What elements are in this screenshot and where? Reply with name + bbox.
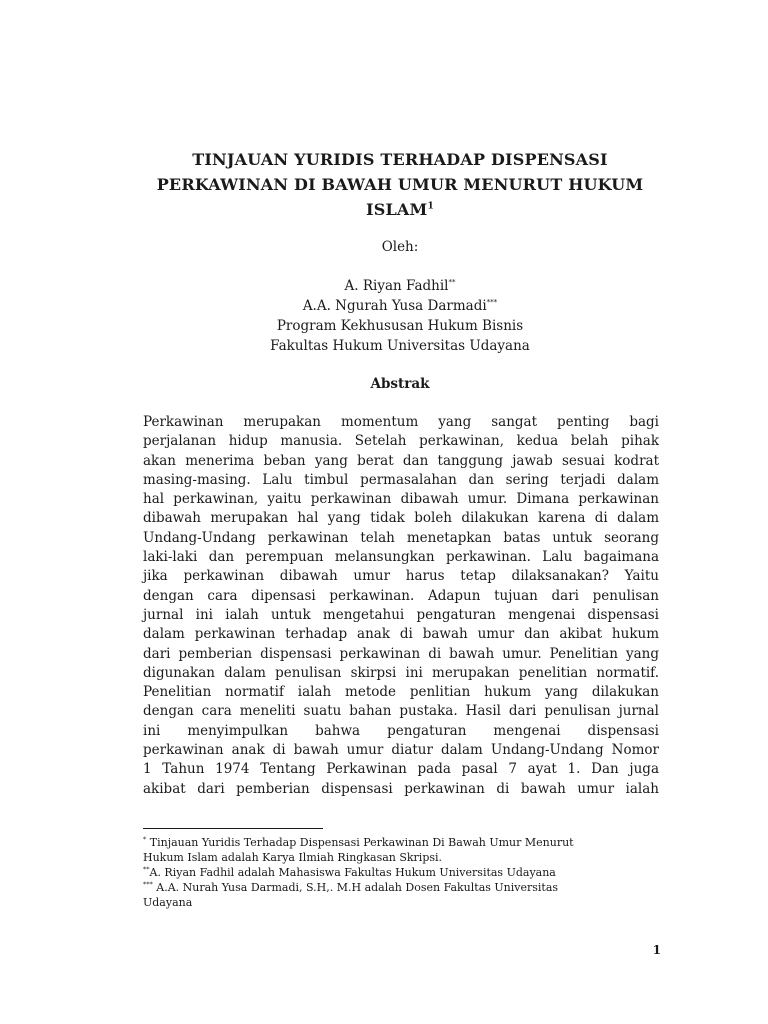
title-line-last (140, 197, 660, 222)
abstract-line: 1 Tahun 1974 Tentang Perkawinan pada pasal 7 ayat 1. Dan juga (143, 761, 659, 778)
affiliation-line: Fakultas Hukum Universitas Udayana (270, 338, 530, 354)
title-line: PERKAWINAN DI BAWAH UMUR MENURUT HUKUM (156, 175, 644, 194)
abstract-line: jika perkawinan dibawah umur harus tetap dilaksanakan? Yaitu (143, 568, 659, 585)
footnote-text: Tinjauan Yuridis Terhadap Dispensasi Perkawinan Di Bawah Umur Menurut (149, 836, 574, 849)
author-footnote-mark: *** (486, 298, 498, 307)
author-line (140, 296, 660, 316)
author-name: A.A. Ngurah Yusa Darmadi (302, 298, 487, 314)
footnote-line: Udayana (143, 896, 193, 909)
title-line: ISLAM (366, 200, 428, 219)
paper-title (140, 147, 660, 222)
footnote-line (143, 835, 663, 850)
abstract-line: ini menyimpulkan bahwa pengaturan mengenai dispensasi (143, 722, 659, 739)
abstract-line: Penelitian normatif ialah metode penlitian hukum yang dilakukan (143, 684, 659, 701)
abstract-line: perkawinan anak di bawah umur diatur dalam Undang-Undang Nomor (143, 742, 659, 759)
abstract-line: hal perkawinan, yaitu perkawinan dibawah umur. Dimana perkawinan (143, 491, 659, 508)
footnotes (143, 835, 663, 910)
author-name: A. Riyan Fadhil (344, 278, 449, 294)
footnote-line (143, 865, 663, 880)
footnote-text: A.A. Nurah Yusa Darmadi, S.H,. M.H adalah Dosen Fakultas Universitas (156, 881, 559, 894)
abstract-line: perjalanan hidup manusia. Setelah perkawinan, kedua belah pihak (143, 433, 659, 450)
footnote (143, 835, 663, 865)
abstract-line: akibat dari pemberian dispensasi perkawinan di bawah umur ialah (143, 780, 659, 797)
footnote (143, 865, 663, 880)
abstract-line: dibawah merupakan hal yang tidak boleh dilakukan karena di dalam (143, 510, 659, 527)
title-footnote-mark: 1 (427, 201, 434, 212)
footnote-mark: *** (143, 880, 153, 889)
abstract-line: jurnal ini ialah untuk mengetahui pengaturan mengenai dispensasi (143, 606, 659, 623)
author-footnote-mark: ** (448, 278, 456, 287)
abstract-line: Undang-Undang perkawinan telah menetapkan batas untuk seorang (143, 529, 659, 546)
footnote-line: Hukum Islam adalah Karya Ilmiah Ringkasan Skripsi. (143, 851, 443, 864)
abstract-line: masing-masing. Lalu timbul permasalahan dan sering terjadi dalam (143, 471, 659, 488)
abstract-line: Perkawinan merupakan momentum yang sangat penting bagi (143, 414, 659, 430)
footnote-text: A. Riyan Fadhil adalah Mahasiswa Fakultas Hukum Universitas Udayana (149, 866, 556, 879)
abstract-paragraph (143, 413, 659, 799)
abstract-heading: Abstrak (370, 376, 430, 392)
abstract-line: dari pemberian dispensasi perkawinan di bawah umur. Penelitian yang (143, 645, 659, 662)
abstract-line: dengan cara dipensasi perkawinan. Adapun tujuan dari penulisan (143, 587, 659, 604)
abstract-line: dalam perkawinan terhadap anak di bawah umur dan akibat hukum (143, 626, 659, 643)
affiliation-line: Program Kekhususan Hukum Bisnis (276, 318, 524, 334)
footnote-line (143, 880, 663, 895)
footnote-separator (143, 828, 323, 829)
title-line: TINJAUAN YURIDIS TERHADAP DISPENSASI (192, 150, 608, 169)
author-line (140, 276, 660, 296)
footnote (143, 880, 663, 910)
byline-label: Oleh: (381, 239, 419, 255)
footnote-mark: ** (143, 865, 150, 874)
abstract-line: akan menerima beban yang berat dan tanggung jawab sesuai kodrat (143, 452, 659, 469)
footnote-mark: * (143, 835, 147, 844)
page-number: 1 (652, 943, 661, 957)
abstract-line: digunakan dalam penulisan skirpsi ini merupakan penelitian normatif. (143, 664, 659, 681)
author-block (140, 276, 660, 356)
abstract-line: dengan cara meneliti suatu bahan pustaka. Hasil dari penulisan jurnal (143, 703, 659, 720)
abstract-line: laki-laki dan perempuan melansungkan perkawinan. Lalu bagaimana (143, 549, 659, 566)
